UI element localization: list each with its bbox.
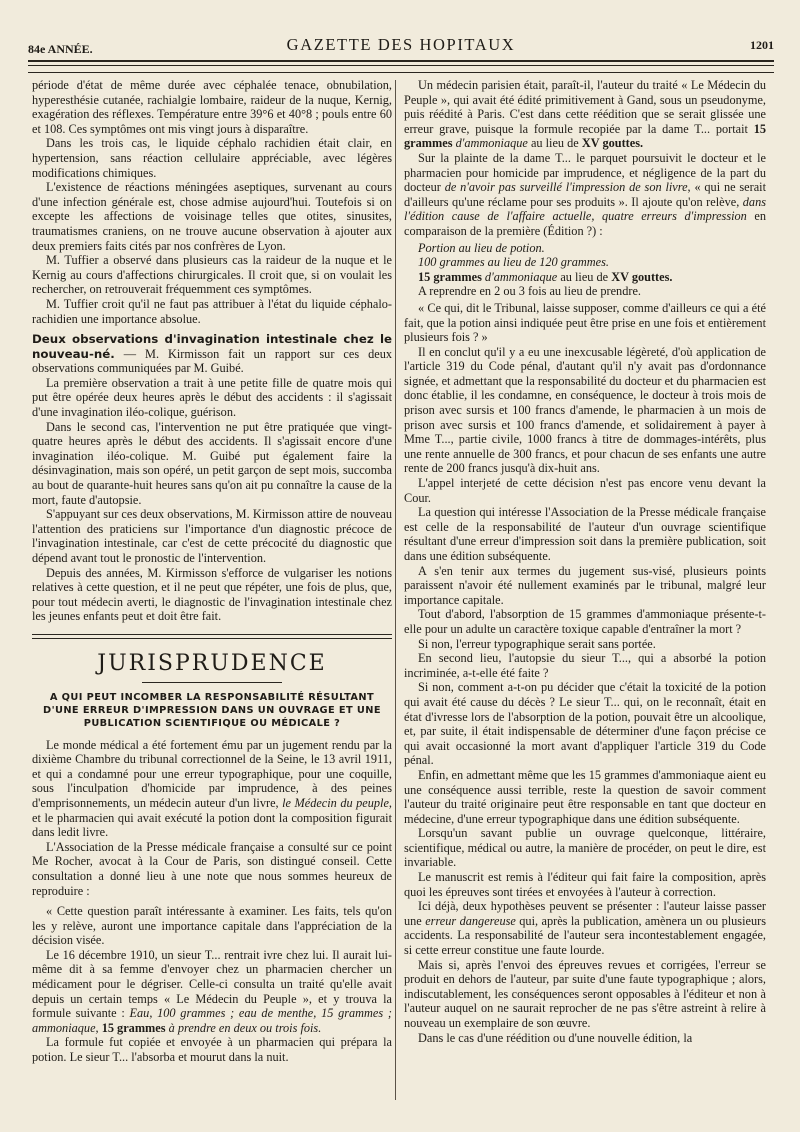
paragraph: Si non, l'erreur typographique serait sans portée. [418, 636, 656, 651]
paragraph-text: Un médecin parisien était, paraît-il, l'auteur du traité « Le Médecin du Peuple », qui avait été édité primitivement à Gand, sous un pseudonyme, puis réédité à Paris. C'est dans cette réédition que se serait glissée une erreur grave, puisque la formule recopiée par la dame T... portait [404, 78, 766, 136]
page-number: 1201 [750, 38, 774, 52]
page-header [28, 34, 774, 56]
section-rule [32, 634, 392, 639]
paragraph: A s'en tenir aux termes du jugement sus-visé, plusieurs points paraissent n'avoir été nullement examinés par le tribunal, malgré leur importance capitale. [404, 563, 766, 607]
paragraph: Depuis des années, M. Kirmisson s'efforce de vulgariser les notions relatives à cette question, et il ne peut que répéter, une fois de plus, que, pour tout médecin averti, le diagnostic de l'invagination intestinale chez les jeunes enfants peut et doit être fait. [32, 565, 392, 624]
subtitle-line: PUBLICATION SCIENTIFIQUE OU MÉDICALE ? [83, 717, 341, 729]
paragraph: Mais si, après l'envoi des épreuves revues et corrigées, l'erreur se produit en dehors de l'auteur, par suite d'une faute typographique ; alors, indiscutablement, les conséquences seront opposables à l'éditeur et non à l'auteur auquel on ne saurait reprocher de ne pas s'être astreint à relire à nouveau un exemplaire de son œuvre. [404, 957, 766, 1030]
paragraph: Dans le second cas, l'intervention ne put être pratiquée que vingt-quatre heures après le début des accidents. Il s'agissait encore d'une invagination iléo-colique. M. Guibé put également faire la désinvagination, mais son opéré, un petit garçon de sept mois, succomba au bout de quarante-huit heures sans qu'on ait pu connaître la cause de la mort, faute d'autopsie. [32, 419, 392, 507]
paragraph-text: en comparaison de la première (Édition ?) : [404, 209, 766, 238]
section-sub-rule [142, 682, 282, 683]
paragraph: La question qui intéresse l'Association de la Presse médicale française est celle de la responsabilité de l'auteur d'un ouvrage scientifique résultant d'une erreur d'impression soit dans la première publication, soit dans une édition subséquente. [404, 505, 766, 563]
paragraph: L'Association de la Presse médicale française a consulté sur ce point Me Rocher, avocat à la Cour de Paris, son distingué conseil. Cette consultation a donné lieu à une note que nous sommes heureux de reproduire : [32, 839, 392, 898]
emphasis-bold: XV gouttes. [611, 269, 673, 284]
paragraph: période d'état de même durée avec céphalée tenace, obnubilation, hyperesthésie cutanée, rachialgie lombaire, raideur de la nuque, Kernig, exagération des réflexes. Température entre 39°6 et 40°8 ; pouls entre 60 et 108. Ces symptômes ont mis vingt jours à disparaître. [32, 78, 392, 136]
error-list [404, 241, 766, 299]
paragraph [32, 253, 392, 297]
paragraph: La première observation a trait à une petite fille de quatre mois qui put être opérée deux heures après le début des accidents : il s'agissait d'une invagination iléo-colique, guérison. [32, 375, 392, 420]
emphasis-italic: d'ammoniaque [452, 136, 528, 151]
emphasis-italic: dans l'édition cause de l'affaire actuelle, quatre erreurs d'impression [404, 194, 766, 224]
emphasis-italic: de n'avoir pas surveillé l'impression de son livre [444, 180, 688, 195]
subtitle-line: D'UNE ERREUR D'IMPRESSION DANS UN OUVRAGE ET UNE [43, 704, 381, 716]
paragraph [32, 738, 392, 840]
error-item [404, 270, 766, 285]
paragraph-text: — M. Kirmisson fait un rapport sur ces deux observations communiquées par M. Guibé. [32, 346, 392, 376]
journal-title: GAZETTE DES HOPITAUX [286, 35, 516, 54]
header-thin-rule [28, 72, 774, 73]
paragraph [404, 151, 766, 239]
subtitle-line: A QUI PEUT INCOMBER LA RESPONSABILITÉ RÉSULTANT [49, 691, 375, 703]
error-item: A reprendre en 2 ou 3 fois au lieu de prendre. [418, 284, 641, 299]
paragraph-text: Le monde médical a été fortement ému par un jugement rendu par la dixième Chambre du tribunal correctionnel de la Seine, le 13 avril 1911, et qui a condamné pour une erreur typographique, pour une coquille, sous l'inculpation d'homicide par imprudence, à des peines d'emprisonnements, un médecin auteur d'un livre, [32, 737, 392, 810]
paragraph-text: , et le pharmacien qui avait exécuté la potion dont la composition figurait dans ledit livre. [32, 795, 392, 840]
paragraph: Le manuscrit est remis à l'éditeur qui fait faire la composition, après quoi les épreuves sont tirées et envoyées à l'auteur à correction. [404, 870, 766, 899]
emphasis-bold: 15 grammes [404, 121, 766, 151]
header-double-rule [28, 60, 774, 66]
emphasis-bold: 15 grammes [418, 269, 482, 284]
emphasis-italic: d'ammoniaque [481, 269, 558, 284]
right-column [404, 78, 766, 1045]
paragraph-text: a observé dans plusieurs cas la raideur de la nuque et le Kernig au cours d'affections chirurgicales. Il croit que, si on voulait les rechercher, on retrouverait fréquemment ces symptômes. [32, 253, 392, 297]
paragraph: Dans les trois cas, le liquide céphalo rachidien était clair, en hypertension, sans réaction cellulaire appréciable, avec légères modifications chimiques. [32, 136, 392, 180]
formula-bold: 15 grammes [101, 1020, 166, 1035]
author-name: M. Tuffier [46, 253, 99, 268]
paragraph: Dans le cas d'une réédition ou d'une nouvelle édition, la [418, 1030, 693, 1045]
paragraph: L'appel interjeté de cette décision n'est pas encore venu devant la Cour. [404, 476, 766, 505]
column-divider [395, 80, 396, 1100]
paragraph: L'existence de réactions méningées aseptiques, survenant au cours d'une infection générale est, chose admise aujourd'hui. Toutefois si on excepte les affections de voisinage telles que otites, sinusites, traumatismes craniens, on ne trouve aucune observation à ajouter aux deux premiers faits cités par nos confrères de Lyon. [32, 180, 392, 253]
paragraph: Lorsqu'un savant publie un ouvrage quelconque, littéraire, scientifique, médical ou autre, la manière de procéder, on peut le dire, est invariable. [404, 826, 766, 870]
paragraph-text: au lieu de [527, 136, 582, 151]
error-item: Portion au lieu de potion. [418, 240, 545, 255]
paragraph-text: Le 16 décembre 1910, un sieur T... rentrait ivre chez lui. Il aurait lui-même dit à sa femme d'envoyer chez un pharmacien chercher un médicament pour le dégriser. Celle-ci consulta un traité qu'elle avait depuis un certain temps « Le Médecin du Peuple », et y trouva la formule suivante : [32, 947, 392, 1021]
paragraph: S'appuyant sur ces deux observations, M. Kirmisson attire de nouveau l'attention des praticiens sur l'importance d'un diagnostic précoce de l'invagination intestinale, car c'est de cette précocité du diagnostic que dépend avant tout le pronostic de l'intervention. [32, 507, 392, 565]
formula-text: à prendre en deux ou trois fois. [165, 1020, 322, 1035]
year-label: 84e ANNÉE. [28, 42, 93, 56]
paragraph: « Cette question paraît intéressante à examiner. Les faits, tels qu'on les y relève, auront une importance capitale dans l'appréciation de la décision visée. [32, 904, 392, 948]
paragraph-text: , « qui ne serait d'ailleurs qu'une réclame pour ses produits ». Il ajoute qu'on relève, [404, 180, 766, 209]
paragraph: La formule fut copiée et envoyée à un pharmacien qui prépara la potion. Le sieur T... l'absorba et mourut dans la nuit. [32, 1035, 392, 1065]
paragraph [32, 948, 392, 1036]
paragraph: Si non, comment a-t-on pu décider que c'était la toxicité de la potion qui avait été cause du décès ? Le sieur T... qui, on le reconnaît, était en état d'ivresse lors de l'absorption de la potion, pouvait être un alcoolique, et, par suite, il était indispensable de déterminer d'une façon précise ce qui avait occasionné la mort avant d'appliquer l'article 319 du Code pénal. [404, 680, 766, 768]
section-subtitle [32, 691, 392, 730]
paragraph: En second lieu, l'autopsie du sieur T..., qui a absorbé la potion incriminée, a-t-elle été faite ? [404, 651, 766, 680]
paragraph-text: au lieu de [557, 269, 612, 284]
paragraph: Il en conclut qu'il y a eu une inexcusable légèreté, d'où application de l'article 319 du Code pénal, d'autant qu'il n'y avait pas d'ordonnance signée, et admettant que la responsabilité du docteur et du pharmacien est donc établie, il les condamne, en conséquence, le docteur à trois mois de prison avec sursis et 100 francs d'amende, le pharmacien à un mois de prison avec sursis et 100 francs d'amende, et solidairement à payer à Mme T..., partie civile, 1000 francs à titre de dommages-intérêts, plus une rente annuelle de 300 francs, et pour chacun de ses enfants une autre rente de 200 francs jusqu'à dix-huit ans. [404, 344, 766, 476]
paragraph-text: qui, après la publication, amènera un ou plusieurs accidents. La responsabilité de l'auteur sera incontestablement engagée, si cette erreur constitue une faute lourde. [404, 913, 766, 958]
paragraph: Tout d'abord, l'absorption de 15 grammes d'ammoniaque présente-t-elle pour un adulte un caractère toxique capable d'entraîner la mort ? [404, 607, 766, 636]
section-title: JURISPRUDENCE [97, 650, 327, 676]
paragraph: « Ce qui, dit le Tribunal, laisse supposer, comme d'ailleurs ce qui a été fait, que la potion ainsi indiquée peut être prise en une fois et entièrement plusieurs fois ? » [404, 300, 766, 345]
paragraph-text: Ici déjà, deux hypothèses peuvent se présenter : l'auteur laisse passer une [404, 899, 766, 928]
error-item: 100 grammes au lieu de 120 grammes. [418, 255, 609, 270]
emphasis-bold: XV gouttes. [581, 136, 644, 151]
article-heading: Deux observations d'invagination intestinale chez le nouveau-né. [32, 332, 392, 361]
paragraph [404, 78, 766, 151]
paragraph [404, 899, 766, 957]
formula-text: Eau, 100 grammes ; eau de menthe, 15 grammes ; ammoniaque, [32, 1006, 392, 1035]
paragraph [32, 332, 392, 376]
emphasis-italic: erreur dangereuse [425, 913, 516, 928]
left-column [32, 78, 392, 1065]
paragraph: M. Tuffier croit qu'il ne faut pas attribuer à l'état du liquide céphalo-rachidien une importance absolue. [32, 296, 392, 326]
paragraph: Enfin, en admettant même que les 15 grammes d'ammoniaque aient eu une conséquence aussi terrible, reste la question de savoir comment l'auteur du traité originaire peut être responsable en tant que docteur en médecine, d'une erreur typographique dans une édition subséquente. [404, 767, 766, 826]
book-title: le Médecin du peuple [282, 795, 389, 810]
paragraph-text: Sur la plainte de la dame T... le parquet poursuivit le docteur et le pharmacien pour homicide par imprudence, et négligence de la part du docteur [404, 150, 766, 195]
